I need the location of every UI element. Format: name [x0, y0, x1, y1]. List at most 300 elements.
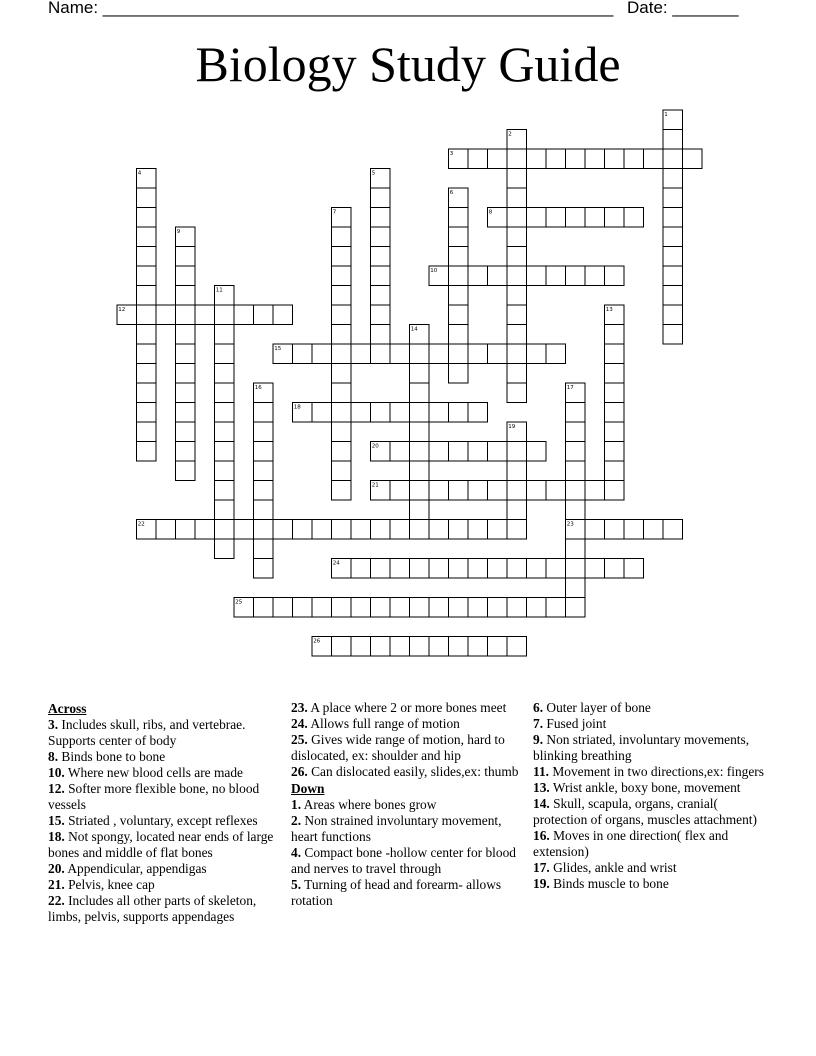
grid-cell[interactable]	[605, 442, 625, 462]
clue-number: 6.	[533, 700, 544, 715]
grid-cell[interactable]	[566, 598, 586, 618]
grid-cell[interactable]	[605, 520, 625, 540]
grid-cell[interactable]	[332, 461, 352, 481]
grid-cell[interactable]	[507, 598, 527, 618]
grid-cell[interactable]	[332, 422, 352, 442]
grid-cell[interactable]	[176, 422, 196, 442]
grid-cell[interactable]	[195, 305, 215, 325]
grid-cell[interactable]	[273, 598, 293, 618]
grid-cell[interactable]	[566, 539, 586, 559]
clue-number: 5.	[291, 877, 302, 892]
grid-cell[interactable]	[176, 364, 196, 384]
grid-cell[interactable]	[585, 520, 605, 540]
clue-list	[291, 700, 523, 780]
grid-cell[interactable]	[332, 266, 352, 286]
grid-cell[interactable]	[605, 325, 625, 345]
grid-cell[interactable]	[605, 266, 625, 286]
grid-cell[interactable]	[683, 149, 703, 169]
clue-number: 10	[430, 268, 438, 274]
grid-cell[interactable]	[156, 305, 176, 325]
grid-cell[interactable]	[546, 208, 566, 228]
grid-cell[interactable]	[507, 208, 527, 228]
grid-cell[interactable]	[137, 208, 157, 228]
grid-cell[interactable]	[371, 286, 391, 306]
grid-cell[interactable]	[507, 383, 527, 403]
grid-cell[interactable]	[332, 481, 352, 501]
grid-cell[interactable]	[566, 442, 586, 462]
grid-cell[interactable]	[507, 344, 527, 364]
grid-cell[interactable]	[390, 598, 410, 618]
grid-cell[interactable]	[137, 383, 157, 403]
clue-number: 25.	[291, 732, 308, 747]
grid-cell[interactable]	[293, 520, 313, 540]
grid-cell[interactable]	[644, 149, 664, 169]
grid-cell[interactable]	[137, 227, 157, 247]
grid-cell[interactable]	[449, 442, 469, 462]
grid-cell[interactable]	[605, 364, 625, 384]
grid-cell[interactable]	[429, 344, 449, 364]
clue-number: 1.	[291, 797, 302, 812]
grid-cell[interactable]	[449, 598, 469, 618]
grid-cell[interactable]	[663, 286, 683, 306]
grid-cell[interactable]	[527, 344, 547, 364]
grid-cell[interactable]	[449, 559, 469, 579]
grid-cell[interactable]	[663, 130, 683, 150]
grid-cell[interactable]	[566, 149, 586, 169]
grid-cell[interactable]	[507, 266, 527, 286]
clue-number: 22	[137, 521, 145, 528]
grid-cell[interactable]	[176, 461, 196, 481]
grid-cell[interactable]	[390, 559, 410, 579]
grid-cell[interactable]	[254, 559, 274, 579]
clue-number: 2.	[291, 813, 302, 828]
grid-cell[interactable]	[215, 520, 235, 540]
grid-cell[interactable]	[371, 247, 391, 267]
grid-cell[interactable]	[332, 520, 352, 540]
grid-cell[interactable]	[332, 598, 352, 618]
clue-number: 14	[410, 326, 418, 333]
grid-cell[interactable]	[332, 344, 352, 364]
clue-number: 5	[371, 170, 376, 177]
grid-cell[interactable]	[449, 266, 469, 286]
grid-cell[interactable]	[429, 442, 449, 462]
grid-cell[interactable]	[176, 325, 196, 345]
grid-cell[interactable]	[137, 266, 157, 286]
grid-cell[interactable]	[507, 500, 527, 520]
clue-item	[291, 845, 523, 877]
grid-cell[interactable]	[410, 559, 430, 579]
grid-cell[interactable]	[624, 559, 644, 579]
grid-cell[interactable]	[468, 266, 488, 286]
grid-cell[interactable]	[566, 578, 586, 598]
grid-cell[interactable]	[293, 598, 313, 618]
grid-cell[interactable]	[293, 344, 313, 364]
date-field[interactable]: Date: _______	[627, 0, 739, 17]
grid-cell[interactable]	[507, 149, 527, 169]
grid-cell[interactable]	[215, 442, 235, 462]
grid-cell[interactable]	[176, 442, 196, 462]
grid-cell[interactable]	[176, 286, 196, 306]
grid-cell[interactable]	[605, 481, 625, 501]
grid-cell[interactable]	[371, 344, 391, 364]
grid-cell[interactable]	[507, 637, 527, 657]
grid-cell[interactable]	[605, 422, 625, 442]
grid-cell[interactable]	[663, 208, 683, 228]
grid-cell[interactable]	[546, 266, 566, 286]
grid-cell[interactable]	[663, 325, 683, 345]
grid-cell[interactable]	[234, 520, 254, 540]
clue-item	[533, 860, 768, 876]
grid-cell[interactable]	[449, 305, 469, 325]
grid-cell[interactable]	[507, 305, 527, 325]
grid-cell[interactable]	[371, 403, 391, 423]
grid-cell[interactable]	[137, 442, 157, 462]
grid-cell[interactable]	[176, 520, 196, 540]
grid-cell[interactable]	[410, 500, 430, 520]
clue-number: 7.	[533, 716, 544, 731]
grid-cell[interactable]	[410, 637, 430, 657]
grid-cell[interactable]	[507, 188, 527, 208]
grid-cell[interactable]	[390, 442, 410, 462]
grid-cell[interactable]	[215, 481, 235, 501]
grid-cell[interactable]	[585, 481, 605, 501]
grid-cell[interactable]	[429, 637, 449, 657]
grid-cell[interactable]	[410, 344, 430, 364]
clue-item	[291, 877, 523, 909]
clue-text: Binds muscle to bone	[549, 876, 669, 891]
grid-cell[interactable]	[527, 481, 547, 501]
grid-cell[interactable]	[254, 481, 274, 501]
grid-cell[interactable]	[429, 481, 449, 501]
clue-item	[291, 700, 523, 716]
grid-cell[interactable]	[254, 461, 274, 481]
grid-cell[interactable]	[566, 403, 586, 423]
grid-cell[interactable]	[215, 364, 235, 384]
grid-cell[interactable]	[312, 403, 332, 423]
grid-cell[interactable]	[390, 481, 410, 501]
grid-cell[interactable]	[156, 520, 176, 540]
grid-cell[interactable]	[410, 461, 430, 481]
grid-cell[interactable]	[332, 227, 352, 247]
grid-cell[interactable]	[585, 266, 605, 286]
grid-cell[interactable]	[371, 208, 391, 228]
clue-item	[291, 813, 523, 845]
clue-number: 25	[235, 599, 243, 606]
grid-cell[interactable]	[546, 559, 566, 579]
grid-cell[interactable]	[176, 344, 196, 364]
grid-cell[interactable]	[215, 422, 235, 442]
grid-cell[interactable]	[507, 325, 527, 345]
grid-cell[interactable]	[371, 305, 391, 325]
grid-cell[interactable]	[351, 344, 371, 364]
grid-cell[interactable]	[371, 520, 391, 540]
grid-cell[interactable]	[507, 559, 527, 579]
clue-number: 3.	[48, 717, 59, 732]
grid-cell[interactable]	[234, 305, 254, 325]
grid-cell[interactable]	[312, 344, 332, 364]
grid-cell[interactable]	[449, 403, 469, 423]
grid-cell[interactable]	[390, 637, 410, 657]
clue-number: 22.	[48, 893, 65, 908]
grid-cell[interactable]	[605, 383, 625, 403]
grid-cell[interactable]	[507, 364, 527, 384]
grid-cell[interactable]	[215, 461, 235, 481]
clue-item	[48, 781, 278, 813]
grid-cell[interactable]	[351, 403, 371, 423]
grid-cell[interactable]	[527, 598, 547, 618]
grid-cell[interactable]	[468, 481, 488, 501]
grid-cell[interactable]	[566, 422, 586, 442]
grid-cell[interactable]	[273, 520, 293, 540]
grid-cell[interactable]	[137, 325, 157, 345]
grid-cell[interactable]	[527, 149, 547, 169]
grid-cell[interactable]	[390, 344, 410, 364]
grid-cell[interactable]	[410, 422, 430, 442]
clue-number: 17	[566, 385, 574, 391]
clue-number: 10.	[48, 765, 65, 780]
grid-cell[interactable]	[507, 520, 527, 540]
grid-cell[interactable]	[488, 637, 508, 657]
grid-cell[interactable]	[332, 383, 352, 403]
grid-cell[interactable]	[527, 208, 547, 228]
grid-cell[interactable]	[332, 403, 352, 423]
clue-text: Movement in two directions,ex: fingers	[549, 764, 764, 779]
grid-cell[interactable]	[449, 344, 469, 364]
grid-cell[interactable]	[546, 481, 566, 501]
clue-number: 24.	[291, 716, 308, 731]
grid-cell[interactable]	[605, 559, 625, 579]
grid-cell[interactable]	[410, 403, 430, 423]
grid-cell[interactable]	[371, 637, 391, 657]
grid-cell[interactable]	[566, 559, 586, 579]
clue-item	[48, 749, 278, 765]
grid-cell[interactable]	[176, 247, 196, 267]
grid-cell[interactable]	[644, 520, 664, 540]
grid-cell[interactable]	[254, 598, 274, 618]
grid-cell[interactable]	[527, 266, 547, 286]
grid-cell[interactable]	[663, 520, 683, 540]
grid-cell[interactable]	[488, 598, 508, 618]
grid-cell[interactable]	[254, 500, 274, 520]
grid-cell[interactable]	[137, 344, 157, 364]
clue-number: 4	[137, 170, 142, 177]
grid-cell[interactable]	[137, 247, 157, 267]
grid-cell[interactable]	[332, 325, 352, 345]
grid-cell[interactable]	[332, 305, 352, 325]
grid-cell[interactable]	[488, 344, 508, 364]
grid-cell[interactable]	[176, 403, 196, 423]
grid-cell[interactable]	[176, 305, 196, 325]
grid-cell[interactable]	[468, 403, 488, 423]
grid-cell[interactable]	[410, 481, 430, 501]
grid-cell[interactable]	[624, 520, 644, 540]
clue-number: 9.	[533, 732, 544, 747]
grid-cell[interactable]	[585, 559, 605, 579]
grid-cell[interactable]	[527, 559, 547, 579]
grid-cell[interactable]	[488, 266, 508, 286]
grid-cell[interactable]	[215, 305, 235, 325]
grid-cell[interactable]	[605, 403, 625, 423]
grid-cell[interactable]	[488, 442, 508, 462]
grid-cell[interactable]	[449, 481, 469, 501]
grid-cell[interactable]	[468, 559, 488, 579]
grid-cell[interactable]	[371, 559, 391, 579]
grid-cell[interactable]	[351, 637, 371, 657]
grid-cell[interactable]	[215, 539, 235, 559]
grid-cell[interactable]	[332, 637, 352, 657]
grid-cell[interactable]	[449, 208, 469, 228]
clue-number: 21	[371, 482, 379, 489]
grid-cell[interactable]	[663, 169, 683, 189]
grid-cell[interactable]	[566, 481, 586, 501]
grid-cell[interactable]	[468, 149, 488, 169]
grid-cell[interactable]	[273, 305, 293, 325]
clue-number: 26.	[291, 764, 308, 779]
grid-cell[interactable]	[429, 520, 449, 540]
grid-cell[interactable]	[312, 598, 332, 618]
grid-cell[interactable]	[449, 247, 469, 267]
grid-cell[interactable]	[566, 461, 586, 481]
grid-cell[interactable]	[449, 227, 469, 247]
grid-cell[interactable]	[429, 598, 449, 618]
grid-cell[interactable]	[449, 637, 469, 657]
grid-cell[interactable]	[488, 149, 508, 169]
grid-cell[interactable]	[410, 383, 430, 403]
grid-cell[interactable]	[176, 266, 196, 286]
grid-cell[interactable]	[254, 305, 274, 325]
grid-cell[interactable]	[137, 403, 157, 423]
clue-text: Allows full range of motion	[307, 716, 460, 731]
grid-cell[interactable]	[585, 208, 605, 228]
grid-cell[interactable]	[663, 188, 683, 208]
grid-cell[interactable]	[663, 149, 683, 169]
grid-cell[interactable]	[663, 227, 683, 247]
grid-cell[interactable]	[254, 442, 274, 462]
clue-text: Includes skull, ribs, and vertebrae. Supports center of body	[48, 717, 246, 748]
grid-cell[interactable]	[663, 305, 683, 325]
clue-item	[533, 764, 768, 780]
grid-cell[interactable]	[663, 266, 683, 286]
grid-cell[interactable]	[507, 247, 527, 267]
grid-cell[interactable]	[410, 520, 430, 540]
grid-cell[interactable]	[137, 305, 157, 325]
grid-cell[interactable]	[215, 383, 235, 403]
grid-cell[interactable]	[468, 520, 488, 540]
grid-cell[interactable]	[390, 403, 410, 423]
clue-item	[48, 893, 278, 925]
grid-cell[interactable]	[488, 559, 508, 579]
clue-text: Appendicular, appendigas	[64, 861, 207, 876]
clue-text: Binds bone to bone	[58, 749, 166, 764]
clue-item	[48, 829, 278, 861]
grid-cell[interactable]	[546, 598, 566, 618]
grid-cell[interactable]	[215, 500, 235, 520]
grid-cell[interactable]	[468, 442, 488, 462]
grid-cell[interactable]	[332, 442, 352, 462]
grid-cell[interactable]	[566, 266, 586, 286]
grid-cell[interactable]	[566, 500, 586, 520]
grid-cell[interactable]	[137, 286, 157, 306]
grid-cell[interactable]	[410, 598, 430, 618]
clue-text: Can dislocated easily, slides,ex: thumb	[307, 764, 519, 779]
grid-cell[interactable]	[371, 598, 391, 618]
grid-cell[interactable]	[215, 344, 235, 364]
grid-cell[interactable]	[371, 188, 391, 208]
clue-item	[48, 717, 278, 749]
grid-cell[interactable]	[585, 149, 605, 169]
grid-cell[interactable]	[605, 208, 625, 228]
grid-cell[interactable]	[351, 559, 371, 579]
grid-cell[interactable]	[449, 325, 469, 345]
grid-cell[interactable]	[488, 520, 508, 540]
grid-cell[interactable]	[527, 442, 547, 462]
grid-cell[interactable]	[507, 461, 527, 481]
grid-cell[interactable]	[176, 383, 196, 403]
grid-cell[interactable]	[449, 520, 469, 540]
grid-cell[interactable]	[449, 364, 469, 384]
clue-item	[291, 797, 523, 813]
grid-cell[interactable]	[488, 481, 508, 501]
grid-cell[interactable]	[449, 286, 469, 306]
grid-cell[interactable]	[507, 227, 527, 247]
grid-cell[interactable]	[215, 325, 235, 345]
grid-cell[interactable]	[215, 403, 235, 423]
grid-cell[interactable]	[371, 266, 391, 286]
grid-cell[interactable]	[605, 344, 625, 364]
grid-cell[interactable]	[371, 325, 391, 345]
grid-cell[interactable]	[195, 520, 215, 540]
grid-cell[interactable]	[137, 188, 157, 208]
grid-cell[interactable]	[507, 481, 527, 501]
grid-cell[interactable]	[546, 344, 566, 364]
grid-cell[interactable]	[624, 208, 644, 228]
grid-cell[interactable]	[254, 520, 274, 540]
grid-cell[interactable]	[332, 364, 352, 384]
clue-number: 16	[254, 385, 262, 391]
grid-cell[interactable]	[254, 403, 274, 423]
grid-cell[interactable]	[351, 598, 371, 618]
grid-cell[interactable]	[351, 520, 371, 540]
grid-cell[interactable]	[605, 149, 625, 169]
grid-cell[interactable]	[137, 364, 157, 384]
grid-cell[interactable]	[410, 442, 430, 462]
grid-cell[interactable]	[332, 286, 352, 306]
name-field[interactable]: Name: ______________________________________________________	[48, 0, 614, 17]
grid-cell[interactable]	[254, 422, 274, 442]
grid-cell[interactable]	[468, 598, 488, 618]
grid-cell[interactable]	[371, 227, 391, 247]
grid-cell[interactable]	[566, 208, 586, 228]
grid-cell[interactable]	[468, 344, 488, 364]
grid-cell[interactable]	[429, 403, 449, 423]
grid-cell[interactable]	[254, 539, 274, 559]
grid-cell[interactable]	[390, 520, 410, 540]
grid-cell[interactable]	[507, 169, 527, 189]
grid-cell[interactable]	[546, 149, 566, 169]
grid-cell[interactable]	[429, 559, 449, 579]
grid-cell[interactable]	[663, 247, 683, 267]
grid-cell[interactable]	[624, 149, 644, 169]
grid-cell[interactable]	[137, 422, 157, 442]
grid-cell[interactable]	[507, 442, 527, 462]
grid-cell[interactable]	[507, 286, 527, 306]
grid-cell[interactable]	[468, 637, 488, 657]
grid-cell[interactable]	[605, 461, 625, 481]
grid-cell[interactable]	[312, 520, 332, 540]
clue-number: 6	[449, 190, 454, 196]
grid-cell[interactable]	[410, 364, 430, 384]
grid-cell[interactable]	[332, 247, 352, 267]
